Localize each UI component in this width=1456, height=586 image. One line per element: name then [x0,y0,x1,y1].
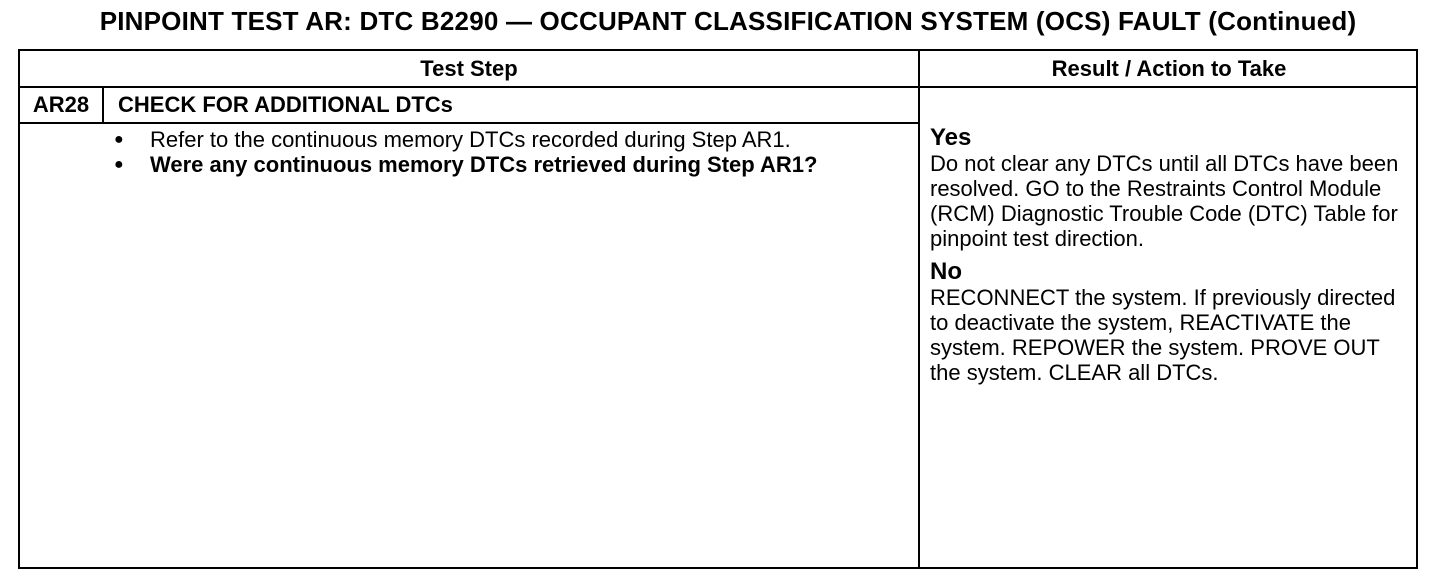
bullet-dot-icon: ● [114,156,124,173]
result-yes-label: Yes [930,124,972,151]
step-title-divider [20,122,918,124]
step-id: AR28 [32,92,90,117]
pinpoint-test-table [18,49,1418,569]
instruction-text: Refer to the continuous memory DTCs recorded during Step AR1. [150,127,791,152]
page-title: PINPOINT TEST AR: DTC B2290 — OCCUPANT CLASSIFICATION SYSTEM (OCS) FAULT (Continued) [99,6,1357,36]
instruction-question-text: Were any continuous memory DTCs retrieved during Step AR1? [150,152,818,177]
instruction-item [112,127,902,152]
result-no-text: RECONNECT the system. If previously directed to deactivate the system, REACTIVATE the system. REPOWER the system. PROVE OUT the system. CLEAR all DTCs. [930,285,1396,385]
instruction-item-question [112,152,902,177]
step-id-divider [102,86,104,123]
step-title: CHECK FOR ADDITIONAL DTCs [118,92,453,117]
header-test-step: Test Step [420,56,518,81]
bullet-dot-icon: ● [114,131,124,148]
column-divider [918,51,920,567]
test-step-instructions [112,127,902,177]
header-result-action: Result / Action to Take [1051,56,1287,81]
result-action-cell [930,125,1416,393]
result-yes-text: Do not clear any DTCs until all DTCs have been resolved. GO to the Restraints Control Module (RCM) Diagnostic Trouble Code (DTC) Table for pinpoint test direction. [930,151,1399,251]
result-no-label: No [930,258,962,285]
